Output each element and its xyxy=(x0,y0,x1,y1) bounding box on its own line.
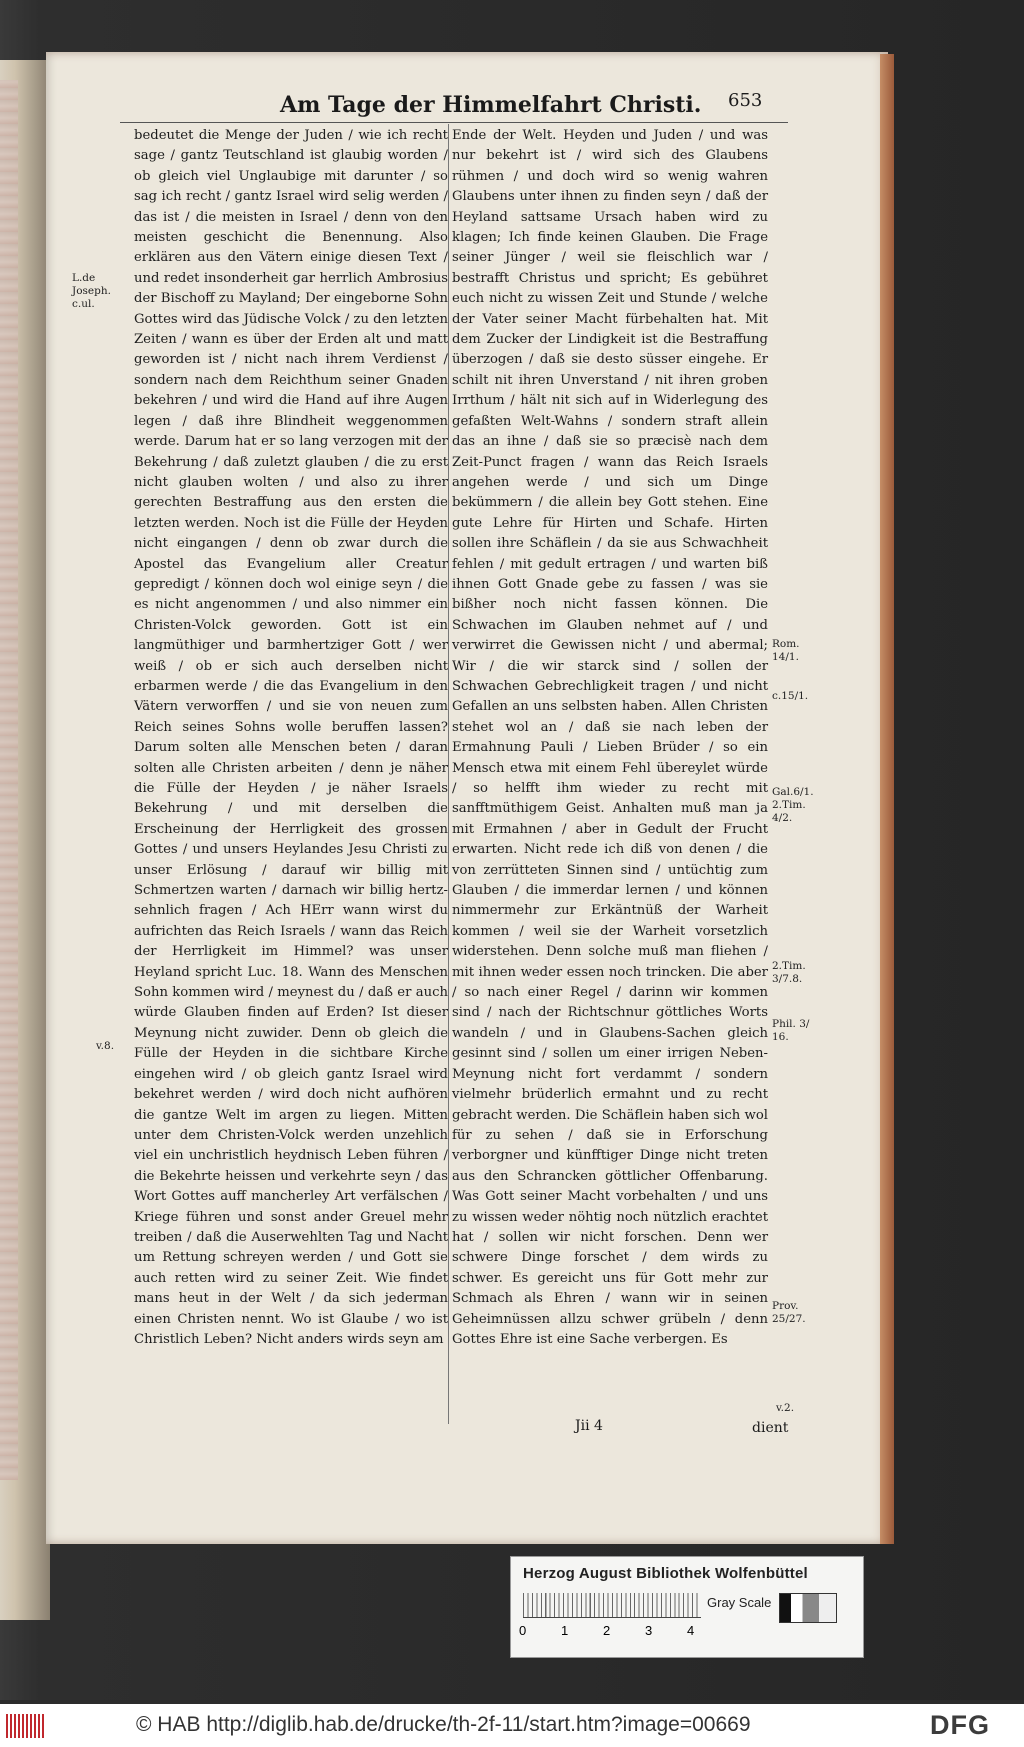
ruler-tick: 2 xyxy=(603,1623,611,1638)
footer-bar xyxy=(0,1704,1024,1747)
running-title: Am Tage der Himmelfahrt Christi. xyxy=(280,92,702,118)
right-text-column: Ende der Welt. Heyden und Juden / und was nur bekehrt ist / wird sich des Glaubens rühmen / und doch wird so wenig wahren Glaubens unter ihnen zu finden seyn / daß der Heyland sattsame Ursach haben wird zu klagen; Ich finde keinen Glauben. Die Frage seiner Jünger / weil sie fleischlich war / bestrafft Christus und spricht; Es gebühret euch nicht zu wissen Zeit und Stunde / welche der Vater seiner Macht fürbehalten hat. Mit dem Zucker der Lindigkeit ist die Bestraffung überzogen / daß sie desto süsser eingehe. Er schilt nit ihren Unverstand / nit ihren groben Irrthum / hält nit sich auf in Widerlegung des gefaßten Welt-Wahns / sondern straft allein das an ihne / daß sie so præcisè nach dem Zeit-Punct fragen / wann das Reich Israels angehen werde / und sich um Dinge bekümmern / die allein bey Gott stehen. Eine gute Lehre für Hirten und Schafe. Hirten sollen ihre Schäflein / da sie aus Schwachheit fehlen / mit gedult ertragen / und warten biß ihnen Gott Gnade gebe zu fassen / was sie bißher noch nicht fassen können. Die Schwachen im Glauben nehmet auf / und verwirret die Gewissen nicht / und abermal; Wir / die wir starck sind / sollen der Schwachen Gebrechligkeit tragen / und nicht Gefallen an uns selbsten haben. Allen Christen stehet wol an / daß sie nach leben der Ermahnung Pauli / Lieben Brüder / so ein Mensch etwa mit einem Fehl übereylet würde / so helfft ihm wieder zu recht mit sanfftmüthigem Geist. Anhalten muß man ja mit Ermahnen / aber in Gedult der Frucht erwarten. Nicht rede ich diß von denen / die von zerrütteten Sinnen sind / untüchtig zum Glauben / die immerdar lernen / und können nimmermehr zur Erkäntnüß der Warheit kommen / weil sie der Warheit vorsetzlich widerstehen. Denn solche muß man fliehen / mit ihnen weder essen noch trincken. Die aber / so nach einer Regel / darinn wir kommen sind / nach der Richtschnur göttliches Worts wandeln / und in Glaubens-Sachen gleich gesinnt sind / sollen um einer irrigen Neben-Meynung nicht fort verdammt / sondern vielmehr brüderlich ermahnt und zu recht gebracht werden. Die Schäflein haben sich wol für zu sehen / daß sie in Erforschung verborgner und künfftiger Dinge nicht treten aus den Schrancken göttlicher Offenbarung. Was Gott seiner Macht vorbehalten / und uns zu wissen weder nöhtig noch nützlich erachtet hat / sollen wir nicht forschen. Denn wer schwere Dinge forschet / dem wirds zu schwer. Es gereicht uns für Gott mehr zur Schmach als Ehren / wann wir in seinen Geheimnüssen allzu schwer grübeln / denn Gottes Ehre ist eine Sache verbergen. Es xyxy=(452,128,768,1347)
page-number: 653 xyxy=(728,90,763,111)
ruler-tick: 0 xyxy=(519,1623,527,1638)
signature-mark: Jii 4 xyxy=(575,1418,603,1434)
column-divider xyxy=(448,124,449,1424)
color-scale-card xyxy=(510,1556,864,1658)
catchword: dient xyxy=(752,1420,789,1436)
ruler-tick: 4 xyxy=(687,1623,695,1638)
margin-note-right-2: c.15/1. xyxy=(772,690,809,702)
left-text-column: bedeutet die Menge der Juden / wie ich recht sage / gantz Teutschland ist glaubig worden / ob gleich viel Unglaubige mit darunter / so sag ich recht / gantz Israel wird selig werden / das ist / die meisten in Israel / denn von den meisten geschicht die Benennung. Also erklären aus den Vätern einige diesen Text / und redet insonderheit gar herrlich Ambrosius der Bischoff zu Mayland; Der eingeborne Sohn Gottes wird das Jüdische Volck / zu den letzten Zeiten / wann es über der Erden alt und matt geworden ist / nicht nach ihrem Verdienst / sondern nach dem Reichthum seiner Gnaden bekehren / und wird die Hand auf ihre Augen legen / daß ihre Blindheit weggenommen werde. Darum hat er so lang verzogen mit der Bekehrung / daß zuletzt glauben / die zu erst nicht glauben wolten / und also zu ihrer gerechten Bestraffung aus den ersten die letzten werden. Noch ist die Fülle der Heyden nicht eingangen / denn ob zwar durch die Apostel das Evangelium aller Creatur gepredigt / können doch wol einige seyn / die es nicht angenommen / und also nimmer ein Christen-Volck geworden. Gott ist ein langmüthiger und barmhertziger Gott / wer weiß / ob er sich auch derselben nicht erbarmen werde / die das Evangelium in den Vätern verworffen / und sie von neuen zum Reich seines Sohns wolle beruffen lassen? Darum solten alle Menschen beten / daran solten alle Christen arbeiten / denn je näher die Fülle der Heyden / je näher Israels Bekehrung / und mit derselben die Erscheinung der Herrligkeit des grossen Gottes / und unsers Heylandes Jesu Christi zu unser Erlösung / darauf wir billig mit Schmertzen warten / darnach wir billig hertz-sehnlich fragen / Ach HErr wann wirst du aufrichten das Reich Israels / wann das Reich der Herrligkeit im Himmel? was unser Heyland spricht Luc. 18. Wann des Menschen Sohn kommen wird / meynest du / daß er auch würde Glauben finden auf Erden? Ist dieser Meynung nicht zuwider. Denn ob gleich die Fülle der Heyden in die sichtbare Kirche eingehen wird / ob gleich gantz Israel wird bekehret werden / wird doch nicht aufhören die gantze Welt im argen zu liegen. Mitten unter dem Christen-Volck werden unzehlich viel ein unchristlich heydnisch Leben führen / die Bekehrte heissen und verkehrte seyn / das Wort Gottes auff mancherley Art verfälschen / Kriege führen und sonst ander Greuel mehr treiben / daß die Auserwehlten Tag und Nacht um Rettung schreyen werden / und Gott sie auch retten wird zu seiner Zeit. Wie findet mans heut in der Welt / da sich jederman einen Christen nennt. Wo ist Glaube / wo ist Christlich Leben? Nicht anders wirds seyn am xyxy=(134,128,448,1347)
hab-logo-icon xyxy=(6,1714,46,1738)
dfg-logo: DFG xyxy=(930,1710,990,1740)
ruler-tick: 1 xyxy=(561,1623,569,1638)
margin-note-left-2: v.8. xyxy=(96,1040,115,1052)
gray-scale-label: Gray Scale xyxy=(707,1595,772,1610)
margin-note-right-7: v.2. xyxy=(776,1402,795,1414)
copyright-link[interactable]: © HAB http://diglib.hab.de/drucke/th-2f-11/start.htm?image=00669 xyxy=(136,1713,751,1736)
margin-note-right-3: Gal.6/1. 2.Tim. 4/2. xyxy=(772,786,814,824)
library-name: Herzog August Bibliothek Wolfenbüttel xyxy=(523,1565,808,1582)
page-fore-edge xyxy=(880,54,894,1544)
margin-note-left-1: L.de Joseph. c.ul. xyxy=(72,272,111,310)
left-page-edge xyxy=(0,80,18,1480)
gray-scale-swatches xyxy=(779,1593,837,1623)
margin-note-right-6: Prov. 25/27. xyxy=(772,1300,806,1325)
header-rule xyxy=(120,122,788,123)
ruler-scale xyxy=(523,1593,701,1618)
margin-note-right-5: Phil. 3/ 16. xyxy=(772,1018,810,1043)
margin-note-right-4: 2.Tim. 3/7.8. xyxy=(772,960,806,985)
ruler-tick: 3 xyxy=(645,1623,653,1638)
margin-note-right-1: Rom. 14/1. xyxy=(772,638,800,663)
